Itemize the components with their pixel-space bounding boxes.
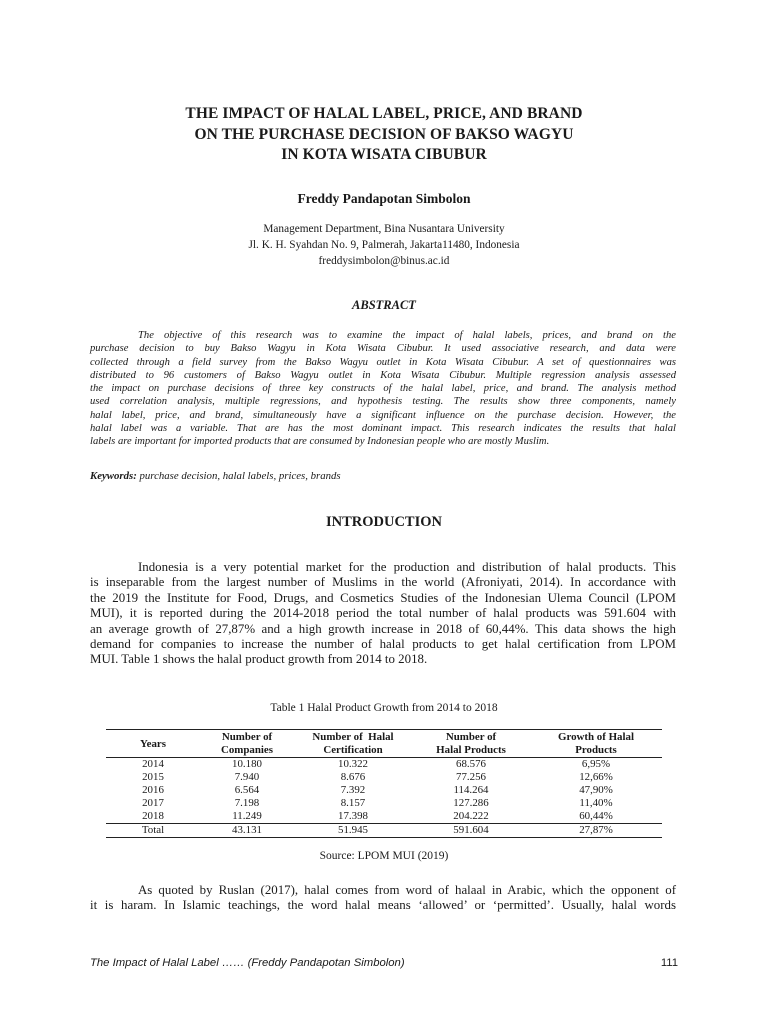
abstract-line: distributed to 96 customers of Bakso Wagyu outlet in Kota Wisata Cibubur. Multiple regression analysis assessed [90, 369, 676, 381]
table-header-row [106, 730, 662, 758]
abstract-line: labels are important for imported products that are consumed by Indonesian people who are mostly Muslim. [90, 436, 550, 448]
abstract-line: The objective of this research was to examine the impact of halal labels, prices, and brand on the [138, 330, 676, 341]
table-row [106, 797, 662, 810]
keywords-label: Keywords: [90, 470, 137, 482]
running-footer-title: The Impact of Halal Label …… (Freddy Pandapotan Simbolon) [90, 957, 405, 969]
table-row [106, 810, 662, 824]
title-line-3: IN KOTA WISATA CIBUBUR [281, 146, 487, 163]
table-cell: 17.398 [338, 810, 368, 822]
table-row [106, 784, 662, 797]
table-cell: 127.286 [453, 797, 489, 809]
abstract-line: purchase decision to buy Bakso Wagyu in Kota Wisata Cibubur. It used associative research, and data were [90, 343, 676, 355]
abstract-line: collected through a field survey from the Bakso Wagyu outlet in Kota Wisata Cibubur. A set of questionnaires was [90, 356, 676, 368]
abstract-heading: ABSTRACT [352, 298, 416, 312]
table-cell: 12,66% [579, 771, 613, 783]
paragraph-line: Indonesia is a very potential market for the production and distribution of halal products. This [138, 560, 676, 574]
introduction-heading: INTRODUCTION [325, 514, 442, 530]
affiliation-department: Management Department, Bina Nusantara University [263, 223, 505, 235]
page-number: 111 [660, 957, 678, 969]
table-row [106, 771, 662, 784]
table-cell: 11,40% [579, 797, 613, 809]
keywords-text: purchase decision, halal labels, prices, brands [136, 470, 341, 482]
table-cell: 8.676 [340, 771, 366, 783]
paragraph-line: MUI. Table 1 shows the halal product growth from 2014 to 2018. [90, 652, 428, 667]
keywords [90, 470, 341, 482]
halal-growth-table [106, 729, 662, 838]
paragraph-line: an average growth of 27,87% and a high growth increase in 2018 of 60,44%. This data shows the high [90, 621, 676, 636]
table-cell: 2016 [142, 784, 164, 796]
abstract-line: halal label, price, and brand, simultaneously have a significant influence on the purchase decision. However, the [90, 409, 676, 421]
table-cell: 114.264 [453, 784, 489, 796]
paper-title [60, 104, 708, 166]
introduction-paragraph-1 [90, 560, 676, 668]
table-cell: 6,95% [581, 758, 611, 770]
paragraph-line: As quoted by Ruslan (2017), halal comes from word of halaal in Arabic, which the opponent of [138, 883, 676, 897]
table-cell: 204.222 [453, 810, 489, 822]
table-cell: 77.256 [456, 771, 486, 783]
header-years: Years [139, 737, 166, 750]
header-companies: Number of Companies [220, 731, 274, 756]
table-cell: 51.945 [338, 824, 368, 836]
table-cell: 10.322 [338, 758, 368, 770]
author-affiliation [0, 222, 768, 269]
paragraph-line: the 2019 the Institute for Food, Drugs, and Cosmetics Studies of the Indonesian Ulema Council (LPOM [90, 590, 676, 605]
author-name: Freddy Pandapotan Simbolon [297, 191, 471, 206]
table-cell: 60,44% [579, 810, 613, 822]
table-cell: 7.392 [340, 784, 366, 796]
abstract-body [90, 329, 676, 449]
table-cell: 10.180 [232, 758, 262, 770]
title-line-2: ON THE PURCHASE DECISION OF BAKSO WAGYU [194, 125, 574, 143]
table-cell: 2014 [142, 758, 164, 770]
paragraph-line: it is haram. In Islamic teachings, the word halal means ‘allowed’ or ‘permitted’. Usually, halal words [90, 898, 676, 913]
paragraph-line: is inseparable from the largest number of Muslims in the world (Afroniyati, 2014). In accordance with [90, 575, 676, 590]
table-source: Source: LPOM MUI (2019) [319, 850, 449, 862]
abstract-line: halal label was a variable. That are has the most dominant impact. This research indicates the results that halal [90, 423, 676, 435]
header-products: Number of Halal Products [436, 731, 506, 756]
title-line-1: THE IMPACT OF HALAL LABEL, PRICE, AND BRAND [185, 105, 583, 122]
table-cell: 2018 [142, 810, 164, 822]
paragraph-line: demand for companies to increase the number of halal products to get halal certification from LPOM [90, 637, 676, 652]
header-certification: Number of Halal Certification [312, 731, 394, 756]
table-cell: 7.940 [234, 771, 260, 783]
table-row [106, 758, 662, 772]
table-total-row [106, 824, 662, 838]
table-cell: 8.157 [340, 797, 366, 809]
abstract-line: the impact on purchase decisions of three key constructs of the halal label, price, and brand. The analysis method [90, 383, 676, 395]
author-email: freddysimbolon@binus.ac.id [318, 254, 450, 267]
table-cell: 27,87% [579, 824, 613, 836]
table-cell: Total [141, 824, 165, 836]
introduction-paragraph-2 [90, 883, 676, 914]
table-caption: Table 1 Halal Product Growth from 2014 to 2018 [270, 702, 498, 714]
table-cell: 2015 [142, 771, 164, 783]
affiliation-address: Jl. K. H. Syahdan No. 9, Palmerah, Jakarta11480, Indonesia [248, 238, 520, 251]
table-cell: 2017 [142, 797, 164, 809]
table-cell: 7.198 [234, 797, 260, 809]
table-cell: 591.604 [453, 824, 489, 836]
table-cell: 68.576 [456, 758, 486, 770]
table-cell: 11.249 [232, 810, 262, 822]
table-cell: 47,90% [579, 784, 613, 796]
table-cell: 43.131 [232, 824, 262, 836]
abstract-line: used correlation analysis, multiple regressions, and hypothesis testing. The results show three components, namely [90, 396, 676, 408]
paragraph-line: MUI), it is reported during the 2014-2018 period the total number of halal products was 591.604 with [90, 606, 676, 621]
header-growth: Growth of Halal Products [557, 731, 635, 756]
table-cell: 6.564 [234, 784, 260, 796]
